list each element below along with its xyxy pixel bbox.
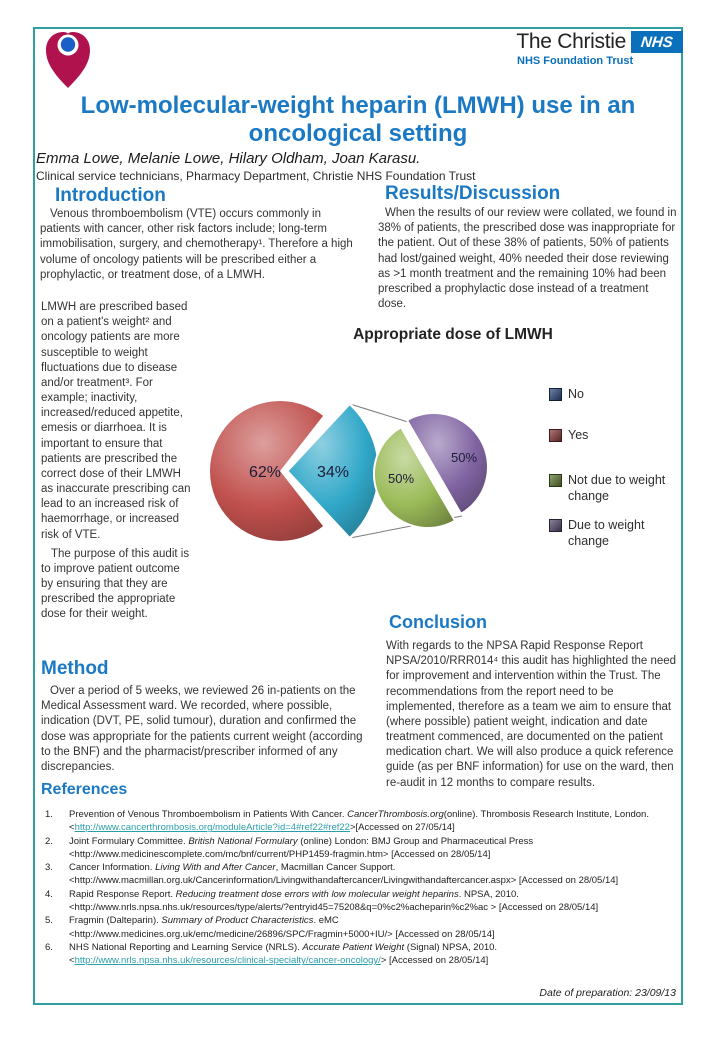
references-heading: References <box>41 781 128 798</box>
title-line-2: oncological setting <box>248 120 468 148</box>
reference-text: Joint Formulary Committee. British National Formulary (online) London: BMJ Group and Pharmaceutical Press <http://www.medicinescomplete.com/mc/bnf/current/PHP1459-fragmin.htm> [Accessed on 28/05/14] <box>69 835 534 860</box>
reference-italic-text: British National Formulary <box>188 835 298 847</box>
reference-item <box>45 861 657 888</box>
nhs-logo: NHS <box>631 31 683 53</box>
reference-item <box>45 808 657 835</box>
authors-line: Emma Lowe, Melanie Lowe, Hilary Oldham, Joan Karasu. <box>36 150 421 167</box>
legend-swatch-icon <box>549 388 562 401</box>
reference-number: 1. <box>45 809 53 820</box>
poster-title <box>40 92 676 149</box>
method-paragraph: Over a period of 5 weeks, we reviewed 26 in-patients on the Medical Assessment ward. We recorded, where possible, indication (DVT, PE, solid tumour), duration and confirmed the dose was appropriate for the patients current weight (according to the BNF) and the pharmacist/prescriber informed of any discrepancies. <box>41 685 363 773</box>
references-list <box>45 808 657 968</box>
reference-item <box>45 835 657 862</box>
legend-item <box>549 386 683 402</box>
pie-label-not-due: 50% <box>387 471 415 486</box>
reference-text: Prevention of Venous Thromboembolism in Patients With Cancer. CancerThrombosis.org(online). Thrombosis Research Institute, London. <http://www.cancerthrombosis.org/moduleArticle?id=4#ref22#ref22>[Accessed on 27/05/14] <box>69 809 649 834</box>
results-heading: Results/Discussion <box>385 183 561 204</box>
reference-item <box>45 888 657 915</box>
reference-link[interactable]: http://www.nrls.npsa.nhs.uk/resources/clinical-specialty/cancer-oncology/ <box>74 955 381 967</box>
reference-text: Cancer Information. Living With and After Cancer, Macmillan Cancer Support. <http://www.macmillan.org.uk/Cancerinformation/Livingwithandaftercancer/Livingwithandaftercancer.aspx> [Accessed on 28/05/14] <box>69 862 619 887</box>
reference-number: 3. <box>45 862 53 874</box>
reference-italic-text: CancerThrombosis.org <box>347 809 444 820</box>
title-line-1: Low-molecular-weight heparin (LMWH) use in an <box>80 92 636 119</box>
legend-label: No <box>568 387 584 401</box>
chart-title: Appropriate dose of LMWH <box>353 326 553 343</box>
legend-swatch-icon <box>549 474 562 487</box>
reference-italic-text: Living With and After Cancer <box>155 862 276 874</box>
reference-text: Rapid Response Report. Reducing treatment dose errors with low molecular weight heparins. NPSA, 2010. <http://www.nrls.npsa.nhs.uk/resources/type/alerts/?entryid45=75208&q=0%c2%acheparin%c2%ac > [Accessed on 28/05/14] <box>69 888 599 914</box>
introduction-paragraph-2: LMWH are prescribed based on a patient's weight² and oncology patients are more susceptible to weight fluctuations due to disease and/or treatment³. For example; inactivity, increased/reduced appetite, emesis or diarrhoea. It is important to ensure that patients are prescribed the correct dose of their LMWH as inaccurate prescribing can lead to an increased risk of haemorrhage, or increased risk of VTE. <box>41 301 191 541</box>
introduction-paragraph-3: The purpose of this audit is to improve patient outcome by ensuring that they are prescribed the appropriate dose for their weight. <box>41 547 190 621</box>
pie-label-yes: 62% <box>248 464 282 481</box>
introduction-paragraph-1: Venous thromboembolism (VTE) occurs commonly in patients with cancer, other risk factors include; long-term immobilisation, surgery, and chemotherapy¹. Therefore a high volume of oncology patients will be prescribed either a prophylactic, or treatment dose, of a LMWH. <box>40 208 353 281</box>
legend-swatch-icon <box>549 519 562 532</box>
reference-item <box>45 914 657 941</box>
reference-text: Fragmin (Dalteparin). Summary of Product Characteristics. eMC <http://www.medicines.org.uk/emc/medicine/26896/SPC/Fragmin+5000+IU/> [Accessed on 28/05/14] <box>69 915 495 940</box>
pie-label-no: 34% <box>316 464 350 481</box>
legend-label: Not due to weight change <box>568 472 666 503</box>
foundation-trust-text: NHS Foundation Trust <box>517 55 634 67</box>
conclusion-paragraph: With regards to the NPSA Rapid Response Report NPSA/2010/RRR014⁴ this audit has highlighted the need for improvement and intervention within the Trust. The recommendations from the report need to be implemented, therefore as a team we aim to ensure that (where possible) patient weight, indication and date treatment commenced, are documented on the patient medication chart. We will also produce a quick reference guide (as per BNF information) for use on the ward, then re-audit in 12 months to compare results. <box>386 640 677 789</box>
pie-label-due: 50% <box>450 450 478 465</box>
date-of-preparation: Date of preparation: 23/09/13 <box>539 987 676 999</box>
chart-legend <box>549 386 683 550</box>
method-heading: Method <box>41 658 109 679</box>
legend-item <box>549 427 683 443</box>
reference-number: 2. <box>45 835 53 847</box>
legend-item <box>549 472 683 505</box>
legend-label: Yes <box>568 428 589 443</box>
reference-item <box>45 941 657 968</box>
reference-link[interactable]: http://www.cancerthrombosis.org/moduleArticle?id=4#ref22#ref22 <box>74 822 350 834</box>
reference-italic-text: Summary of Product Characteristics <box>161 915 314 927</box>
legend-label: Due to weight change <box>568 518 645 549</box>
legend-swatch-icon <box>549 429 562 442</box>
results-paragraph: When the results of our review were collated, we found in 38% of patients, the prescribed dose was inappropriate for the patient. Out of these 38% of patients, 50% of patients had lost/gained weight, 40% needed their dose reviewing as >1 month treatment and the remaining 10% had been prescribed a prophylactic dose instead of a treatment dose. <box>378 207 677 311</box>
reference-italic-text: Accurate Patient Weight <box>302 941 405 953</box>
reference-text: NHS National Reporting and Learning Service (NRLS). Accurate Patient Weight (Signal) NPSA, 2010. <http://www.nrls.npsa.nhs.uk/resources/clinical-specialty/cancer-oncology/> [Accessed on 28/05/14] <box>69 941 498 967</box>
reference-number: 5. <box>45 915 53 927</box>
introduction-heading: Introduction <box>55 185 166 206</box>
conclusion-heading: Conclusion <box>389 612 487 632</box>
affiliation-line: Clinical service technicians, Pharmacy Department, Christie NHS Foundation Trust <box>36 169 476 183</box>
pie-of-pie-chart <box>170 345 550 595</box>
christie-heart-logo-icon <box>44 30 92 90</box>
reference-italic-text: Reducing treatment dose errors with low molecular weight heparins <box>175 888 459 900</box>
reference-number: 4. <box>45 888 53 900</box>
logo-blue-dot <box>61 37 75 51</box>
reference-number: 6. <box>45 941 53 953</box>
legend-item <box>549 517 683 550</box>
brand-text: The Christie <box>516 30 626 53</box>
